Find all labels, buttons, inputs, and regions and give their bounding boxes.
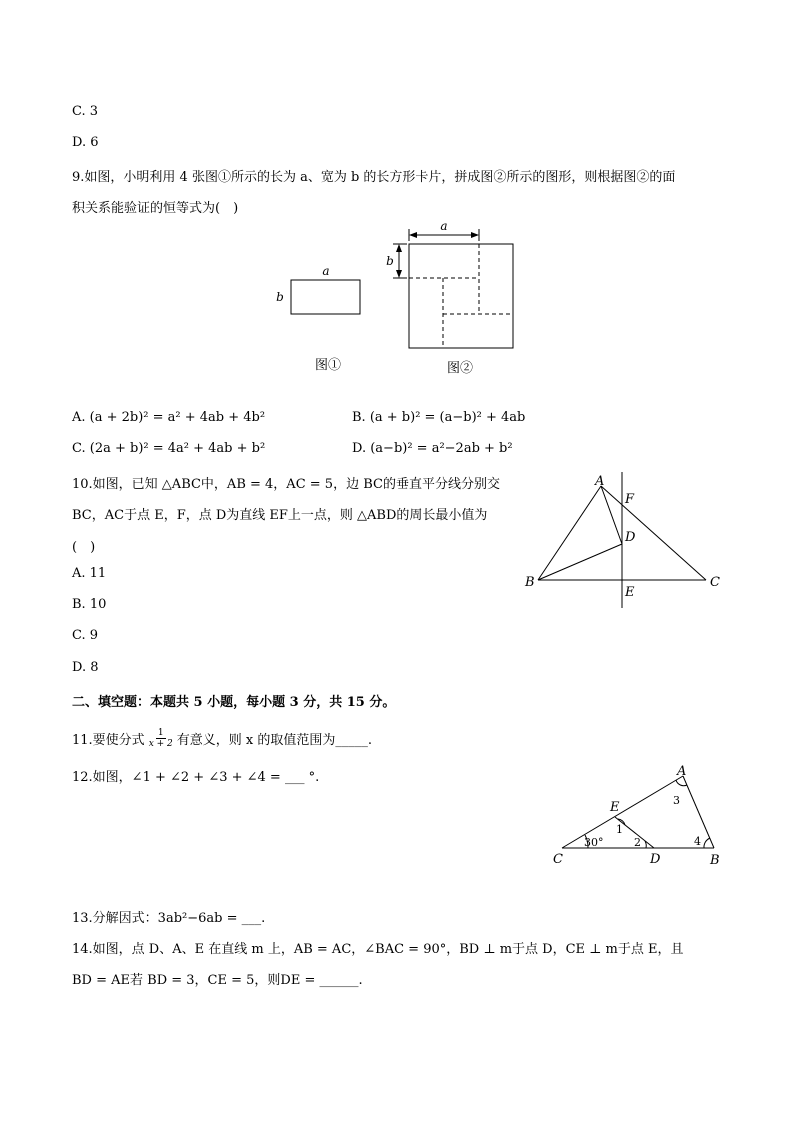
q11-stem	[72, 728, 372, 749]
q12-label-b: B	[710, 853, 720, 868]
q10-segment-ac	[601, 486, 706, 580]
q10-stem-line2: BC，AC于点 E，F，点 D为直线 EF上一点，则 △ABD的周长最小值为	[72, 508, 488, 523]
q12-label-a: A	[677, 764, 687, 779]
fig1-label-b: b	[276, 290, 284, 304]
q10-segment-ab	[538, 486, 601, 580]
q9-stem-line2: 积关系能验证的恒等式为( )	[72, 201, 239, 216]
fig1-label-a: a	[322, 264, 330, 278]
q12-label-c: C	[553, 852, 563, 867]
q12-label-e: E	[610, 800, 620, 815]
fig2-dashed-lines	[409, 244, 513, 348]
q8-option-d: D. 6	[72, 135, 99, 150]
q10-label-a: A	[595, 474, 605, 489]
q12-stem: 12.如图，∠1 + ∠2 + ∠3 + ∠4 = ___ °.	[72, 770, 320, 785]
q9-figures	[270, 215, 530, 385]
q12-segment-ca	[562, 776, 683, 848]
q11-suffix: 有意义，则 x 的取值范围为_____.	[176, 733, 372, 748]
q14-stem-line2: BD = AE若 BD = 3，CE = 5，则DE = ______.	[72, 973, 363, 988]
q14-stem-line1: 14.如图，点 D、A、E 在直线 m 上，AB = AC，∠BAC = 90°，BD ⊥ m于点 D，CE ⊥ m于点 E，且	[72, 942, 684, 957]
q10-segment-ad	[601, 486, 622, 544]
q12-angle-2-label: 2	[634, 836, 641, 849]
q11-denominator: x + 2	[148, 739, 173, 749]
q10-option-a: A. 11	[72, 566, 107, 581]
q12-arc-4	[704, 838, 710, 848]
fig2-label-b: b	[386, 254, 394, 268]
q10-triangle-figure	[520, 468, 730, 613]
q11-fraction	[147, 728, 175, 749]
q8-option-c: C. 3	[72, 104, 99, 119]
q10-label-b: B	[525, 575, 535, 590]
q12-triangle-figure	[548, 762, 726, 870]
fig2-label-a: a	[440, 219, 448, 233]
q11-prefix: 11.要使分式	[72, 733, 145, 748]
fig2-caption: 图②	[446, 361, 474, 376]
q13-stem: 13.分解因式：3ab²−6ab = ___.	[72, 911, 266, 926]
q11-numerator: 1	[157, 728, 164, 738]
q10-label-c: C	[710, 575, 720, 590]
q9-option-d: D. (a−b)² = a²−2ab + b²	[352, 441, 513, 456]
q10-stem-line3: ( )	[72, 540, 96, 555]
section-2-heading: 二、填空题：本题共 5 小题，每小题 3 分，共 15 分。	[72, 695, 396, 710]
q12-angle-4-label: 4	[694, 835, 701, 848]
q12-angle-3-label: 3	[673, 794, 680, 807]
q10-option-b: B. 10	[72, 597, 107, 612]
q10-label-f: F	[625, 492, 635, 507]
fig1-caption: 图①	[314, 358, 342, 373]
fig2-outer-square	[409, 244, 513, 348]
fig1-rectangle	[291, 280, 360, 314]
q9-option-a: A. (a + 2b)² = a² + 4ab + 4b²	[72, 410, 266, 425]
q10-stem-line1: 10.如图，已知 △ABC中，AB = 4，AC = 5，边 BC的垂直平分线分别交	[72, 477, 500, 492]
q10-label-d: D	[625, 530, 636, 545]
q12-angle-30-label: 30°	[584, 836, 604, 849]
q10-option-d: D. 8	[72, 660, 99, 675]
q10-label-e: E	[625, 585, 635, 600]
q12-label-d: D	[650, 852, 661, 867]
q9-stem-line1: 9.如图，小明利用 4 张图①所示的长为 a、宽为 b 的长方形卡片，拼成图②所示的图形，则根据图②的面	[72, 170, 676, 185]
q10-option-c: C. 9	[72, 628, 99, 643]
q12-angle-1-label: 1	[616, 823, 623, 836]
q9-option-b: B. (a + b)² = (a−b)² + 4ab	[352, 410, 526, 425]
q9-option-c: C. (2a + b)² = 4a² + 4ab + b²	[72, 441, 266, 456]
